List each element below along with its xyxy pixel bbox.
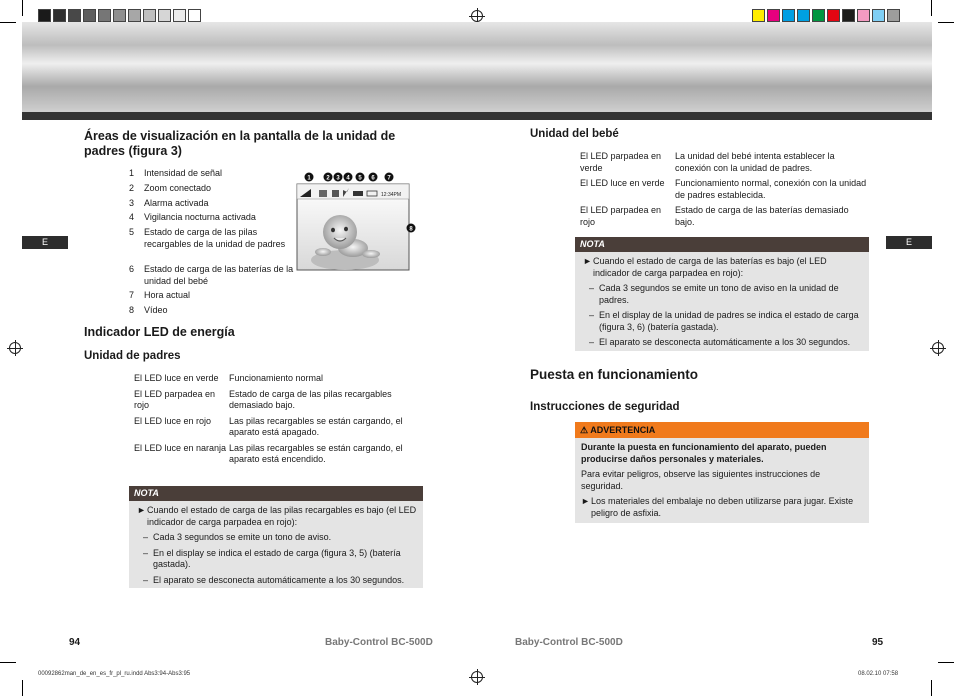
registration-mark-icon bbox=[471, 10, 483, 22]
warning-bold-text: Durante la puesta en funcionamiento del aparato, pueden producirse daños personales y materiales. bbox=[581, 442, 827, 464]
crop-mark bbox=[0, 662, 16, 663]
led-meaning-cell: La unidad del bebé intenta establecer la conexión con la unidad de padres. bbox=[675, 151, 835, 173]
arrow-bullet-icon: ► bbox=[581, 496, 590, 506]
led-status-cell: El LED parpadea en rojo bbox=[134, 388, 216, 410]
product-name-left: Baby-Control BC-500D bbox=[325, 637, 433, 648]
alarm-icon bbox=[332, 190, 339, 197]
color-swatch bbox=[38, 9, 51, 22]
arrow-bullet-icon: ► bbox=[137, 505, 146, 515]
color-swatch bbox=[53, 9, 66, 22]
registration-mark-icon bbox=[471, 671, 483, 683]
color-swatch bbox=[752, 9, 765, 22]
language-tab-left: E bbox=[22, 236, 68, 249]
color-swatch bbox=[827, 9, 840, 22]
display-figure bbox=[295, 168, 420, 272]
color-swatch bbox=[188, 9, 201, 22]
crop-mark bbox=[0, 22, 16, 23]
crop-mark bbox=[931, 0, 932, 16]
color-swatch bbox=[128, 9, 141, 22]
warning-box bbox=[575, 422, 869, 523]
callout-label: 3 bbox=[336, 175, 340, 182]
display-areas-heading: Áreas de visualización en la pantalla de la unidad de padres (figura 3) bbox=[84, 129, 396, 158]
registration-mark-icon bbox=[9, 342, 21, 354]
led-meaning-cell: Funcionamiento normal bbox=[229, 373, 324, 383]
safety-heading: Instrucciones de seguridad bbox=[530, 401, 680, 413]
parent-battery-icon bbox=[353, 191, 363, 196]
registration-mark-icon bbox=[932, 342, 944, 354]
note-dash-item: – Cada 3 segundos se emite un tono de aviso. bbox=[137, 532, 417, 544]
warning-header bbox=[575, 422, 869, 438]
color-swatch bbox=[158, 9, 171, 22]
led-meaning-cell: Estado de carga de las pilas recargables demasiado bajo. bbox=[229, 388, 392, 410]
callout-label: 4 bbox=[346, 175, 350, 182]
color-swatch bbox=[872, 9, 885, 22]
led-status-cell: El LED luce en verde bbox=[580, 178, 665, 188]
color-swatch bbox=[797, 9, 810, 22]
table-row bbox=[134, 443, 424, 470]
led-status-cell: El LED luce en naranja bbox=[134, 442, 227, 453]
page-number-left: 94 bbox=[69, 637, 81, 648]
note-header: NOTA bbox=[129, 486, 423, 501]
callout-label: 7 bbox=[387, 175, 391, 182]
callout-label: 8 bbox=[409, 226, 413, 233]
led-meaning-cell: Las pilas recargables se están cargando, el aparato está apagado. bbox=[229, 415, 403, 437]
parent-led-table bbox=[134, 373, 424, 470]
zoom-icon bbox=[319, 190, 327, 197]
parent-unit-heading: Unidad de padres bbox=[84, 350, 181, 362]
led-meaning-cell: Funcionamiento normal, conexión con la unidad de padres establecida. bbox=[675, 178, 867, 200]
led-status-cell: El LED parpadea en verde bbox=[580, 151, 662, 173]
warning-text: Para evitar peligros, observe las siguientes instrucciones de seguridad. bbox=[581, 469, 821, 491]
table-row bbox=[134, 416, 424, 443]
color-swatch bbox=[782, 9, 795, 22]
note-bullet-text: Cuando el estado de carga de las pilas recargables es bajo (el LED indicador de carga parpadea en rojo): bbox=[147, 505, 417, 527]
table-row bbox=[580, 205, 870, 232]
header-banner-right bbox=[477, 22, 932, 114]
color-swatch bbox=[887, 9, 900, 22]
note-dash-item: – En el display se indica el estado de carga (figura 3, 5) (batería gastada). bbox=[137, 548, 417, 571]
note-box-right bbox=[575, 237, 869, 351]
led-meaning-cell: Las pilas recargables se están cargando, el aparato está encendido. bbox=[229, 442, 403, 464]
led-status-cell: El LED parpadea en rojo bbox=[580, 205, 662, 227]
note-dash-item: – El aparato se desconecta automáticamente a los 30 segundos. bbox=[583, 337, 863, 349]
table-row bbox=[134, 373, 424, 389]
crop-mark bbox=[22, 680, 23, 696]
crop-mark bbox=[931, 680, 932, 696]
color-swatch bbox=[143, 9, 156, 22]
note-box-left bbox=[129, 486, 423, 588]
time-readout: 12:34PM bbox=[381, 192, 402, 198]
note-header: NOTA bbox=[575, 237, 869, 252]
table-row bbox=[580, 178, 870, 205]
color-swatch bbox=[842, 9, 855, 22]
warning-title: ADVERTENCIA bbox=[590, 425, 656, 435]
color-swatch bbox=[812, 9, 825, 22]
color-swatch bbox=[857, 9, 870, 22]
led-meaning-cell: Estado de carga de las baterías demasiado bajo. bbox=[675, 205, 849, 227]
baby-led-table bbox=[580, 151, 870, 232]
footer-file-info: 00092862man_de_en_es_fr_pl_ru.indd Abs3:94-Abs3:95 bbox=[38, 671, 191, 677]
language-tab-right: E bbox=[886, 236, 932, 249]
product-name-right: Baby-Control BC-500D bbox=[515, 637, 623, 648]
callout-label: 6 bbox=[371, 175, 375, 182]
header-banner-rule bbox=[22, 112, 932, 120]
table-row bbox=[134, 389, 424, 416]
led-indicator-heading: Indicador LED de energía bbox=[84, 325, 235, 339]
color-swatch bbox=[98, 9, 111, 22]
crop-mark bbox=[938, 22, 954, 23]
warning-triangle-icon: ⚠ bbox=[580, 425, 589, 435]
warning-bullet-text: Los materiales del embalaje no deben utilizarse para jugar. Existe peligro de asfixia. bbox=[591, 496, 854, 518]
led-status-cell: El LED luce en rojo bbox=[134, 415, 212, 426]
crop-mark bbox=[22, 0, 23, 16]
table-row bbox=[580, 151, 870, 178]
callout-label: 5 bbox=[358, 175, 362, 182]
note-dash-item: – El aparato se desconecta automáticamente a los 30 segundos. bbox=[137, 575, 417, 587]
note-dash-item: – Cada 3 segundos se emite un tono de aviso en la unidad de padres. bbox=[583, 283, 863, 306]
note-bullet-text: Cuando el estado de carga de las baterías es bajo (el LED indicador de carga parpadea en rojo): bbox=[593, 256, 827, 278]
callout-label: 2 bbox=[326, 175, 330, 182]
footer-date: 08.02.10 07:58 bbox=[858, 671, 899, 677]
crop-mark bbox=[938, 662, 954, 663]
startup-heading: Puesta en funcionamiento bbox=[530, 367, 699, 382]
header-banner-left bbox=[22, 22, 477, 114]
color-swatch bbox=[113, 9, 126, 22]
color-swatch bbox=[173, 9, 186, 22]
page-number-right: 95 bbox=[872, 637, 884, 648]
callout-label: 1 bbox=[307, 175, 311, 182]
arrow-bullet-icon: ► bbox=[583, 256, 592, 266]
color-swatch bbox=[68, 9, 81, 22]
color-swatch bbox=[83, 9, 96, 22]
color-swatch bbox=[767, 9, 780, 22]
led-status-cell: El LED luce en verde bbox=[134, 373, 219, 383]
note-dash-item: – En el display de la unidad de padres se indica el estado de carga (figura 3, 6) (batería gastada). bbox=[583, 310, 863, 333]
baby-unit-heading: Unidad del bebé bbox=[530, 128, 619, 140]
